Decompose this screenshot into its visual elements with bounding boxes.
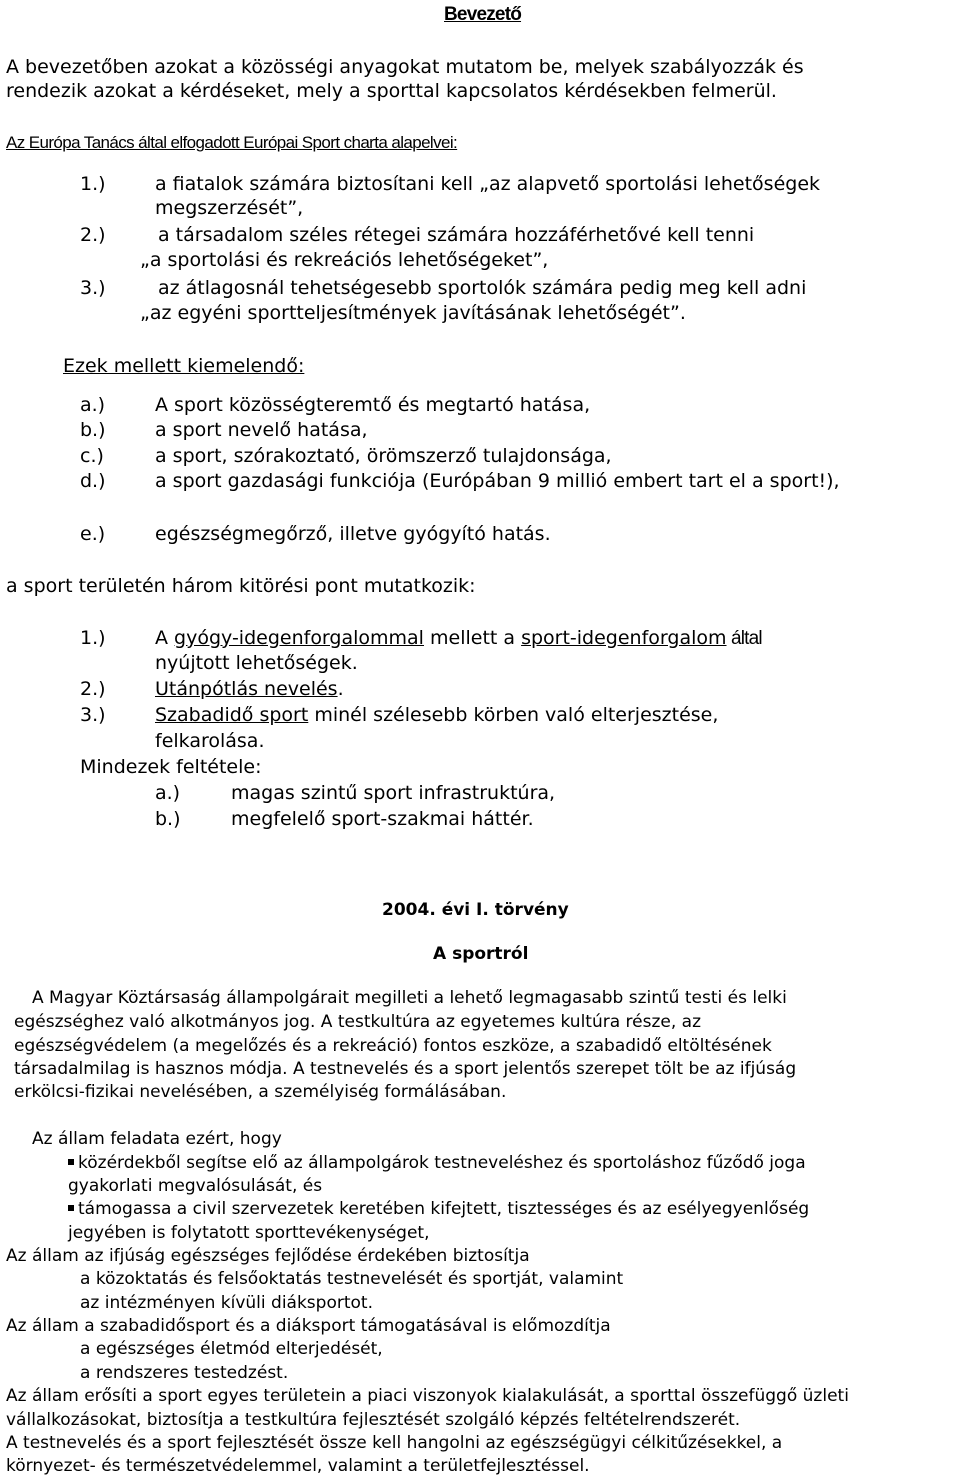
highlight-d-text: a sport gazdasági funkciója (Európában 9 millió embert tart el a sport!), — [155, 470, 840, 492]
principle-2-line-1: a társadalom széles rétegei számára hozzáférhetővé kell tenni — [158, 224, 755, 246]
breakthrough-heading: a sport területén három kitörési pont mutatkozik: — [6, 575, 476, 597]
link-szabadido-sport[interactable]: Szabadidő sport — [155, 704, 309, 726]
law-para-line-5: erkölcsi-fizikai nevelésében, a személyiség formálásában. — [14, 1082, 507, 1102]
breakthrough-2-line: Utánpótlás nevelés. — [155, 678, 344, 700]
state-task: Az állam feladata ezért, hogy — [32, 1129, 282, 1149]
highlight-c-text: a sport, szórakoztató, örömszerző tulajdonsága, — [155, 445, 612, 467]
breakthrough-1-line-1: A gyógy-idegenforgalommal mellett a sport-idegenforgalom által — [155, 627, 762, 649]
law-para-line-2: egészséghez való alkotmányos jog. A testkultúra az egyetemes kultúra része, az — [14, 1012, 702, 1032]
highlight-c-letter: c.) — [80, 445, 104, 467]
principle-1-line-1: a fiatalok számára biztosítani kell „az alapvető sportolási lehetőségek — [155, 173, 821, 195]
state-bullet-2-line-1: támogassa a civil szervezetek keretében kifejtett, tisztességes és az esélyegyenlőség — [68, 1199, 809, 1219]
principle-1-line-2: megszerzését”, — [155, 197, 304, 219]
state-youth-item-2: az intézményen kívüli diáksportot. — [80, 1293, 373, 1313]
state-harmony-line-2: környezet- és természetvédelemmel, valamint a területfejlesztéssel. — [6, 1456, 590, 1476]
link-utanpotlas-neveles[interactable]: Utánpótlás nevelés — [155, 678, 338, 700]
link-sport-idegenforgalom[interactable]: sport-idegenforgalom — [521, 627, 727, 649]
state-leisure-item-2: a rendszeres testedzést. — [80, 1363, 289, 1383]
condition-a-letter: a.) — [155, 782, 181, 804]
bullet-icon — [68, 1159, 74, 1165]
state-market-line-2: vállalkozásokat, biztosítja a testkultúra fejlesztését szolgáló képzés feltételrendszerét. — [6, 1410, 741, 1430]
highlight-d-letter: d.) — [80, 470, 106, 492]
condition-b-letter: b.) — [155, 808, 181, 830]
highlight-a-text: A sport közösségteremtő és megtartó hatása, — [155, 394, 591, 416]
condition-a-text: magas szintű sport infrastruktúra, — [231, 782, 556, 804]
law-para-line-3: egészségvédelem (a megelőzés és a rekreáció) fontos eszköze, a szabadidő eltöltésének — [14, 1036, 772, 1056]
highlight-e-letter: e.) — [80, 523, 106, 545]
state-bullet-2-line-2: jegyében is folytatott sporttevékenységet, — [68, 1223, 430, 1243]
breakthrough-3-line-1: Szabadidő sport minél szélesebb körben való elterjesztése, — [155, 704, 719, 726]
state-leisure: Az állam a szabadidősport és a diáksport támogatásával is előmozdítja — [6, 1316, 611, 1336]
principle-3-line-1: az átlagosnál tehetségesebb sportolók számára pedig meg kell adni — [158, 277, 807, 299]
breakthrough-3-line-2: felkarolása. — [155, 730, 265, 752]
state-bullet-1-line-2: gyakorlati megvalósulását, és — [68, 1176, 323, 1196]
link-gyogy-idegenforgalom[interactable]: gyógy-idegenforgalommal — [174, 627, 424, 649]
highlight-b-letter: b.) — [80, 419, 106, 441]
state-youth-item-1: a közoktatás és felsőoktatás testnevelését és sportját, valamint — [80, 1269, 624, 1289]
principle-2-line-2: „a sportolási és rekreációs lehetőségeket”, — [140, 249, 549, 271]
principle-1-num: 1.) — [80, 173, 106, 195]
highlight-e-text: egészségmegőrző, illetve gyógyító hatás. — [155, 523, 551, 545]
law-para-line-4: társadalmilag is hasznos módja. A testnevelés és a sport jelentős szerepet tölt be az ifjúság — [14, 1059, 797, 1079]
state-bullet-1-line-1: közérdekből segítse elő az állampolgárok testneveléshez és sportoláshoz fűződő joga — [68, 1153, 806, 1173]
breakthrough-2-num: 2.) — [80, 678, 106, 700]
principle-2-num: 2.) — [80, 224, 106, 246]
bullet-icon — [68, 1205, 74, 1211]
breakthrough-3-num: 3.) — [80, 704, 106, 726]
breakthrough-1-line-2: nyújtott lehetőségek. — [155, 652, 358, 674]
page-title: Bevezető — [444, 4, 522, 25]
highlight-heading: Ezek mellett kiemelendő: — [63, 355, 305, 377]
condition-b-text: megfelelő sport-szakmai háttér. — [231, 808, 534, 830]
law-para-line-1: A Magyar Köztársaság állampolgárait megilleti a lehető legmagasabb szintű testi és lelki — [32, 988, 787, 1008]
state-leisure-item-1: a egészséges életmód elterjedését, — [80, 1339, 383, 1359]
breakthrough-1-num: 1.) — [80, 627, 106, 649]
principle-3-num: 3.) — [80, 277, 106, 299]
intro-line-1: A bevezetőben azokat a közösségi anyagokat mutatom be, melyek szabályozzák és — [6, 56, 804, 78]
intro-line-2: rendezik azokat a kérdéseket, mely a sporttal kapcsolatos kérdésekben felmerül. — [6, 80, 777, 102]
law-subtitle: A sportról — [433, 944, 529, 964]
conditions-heading: Mindezek feltétele: — [80, 756, 262, 778]
state-market-line-1: Az állam erősíti a sport egyes területein a piaci viszonyok kialakulását, a sporttal összefüggő üzleti — [6, 1386, 849, 1406]
law-title: 2004. évi I. törvény — [382, 900, 569, 920]
state-youth: Az állam az ifjúság egészséges fejlődése érdekében biztosítja — [6, 1246, 530, 1266]
highlight-b-text: a sport nevelő hatása, — [155, 419, 368, 441]
charter-heading: Az Európa Tanács által elfogadott Európai Sport charta alapelvei: — [6, 133, 458, 152]
state-harmony-line-1: A testnevelés és a sport fejlesztését össze kell hangolni az egészségügyi célkitűzésekkel, a — [6, 1433, 783, 1453]
highlight-a-letter: a.) — [80, 394, 106, 416]
principle-3-line-2: „az egyéni sportteljesítmények javításának lehetőségét”. — [140, 302, 686, 324]
